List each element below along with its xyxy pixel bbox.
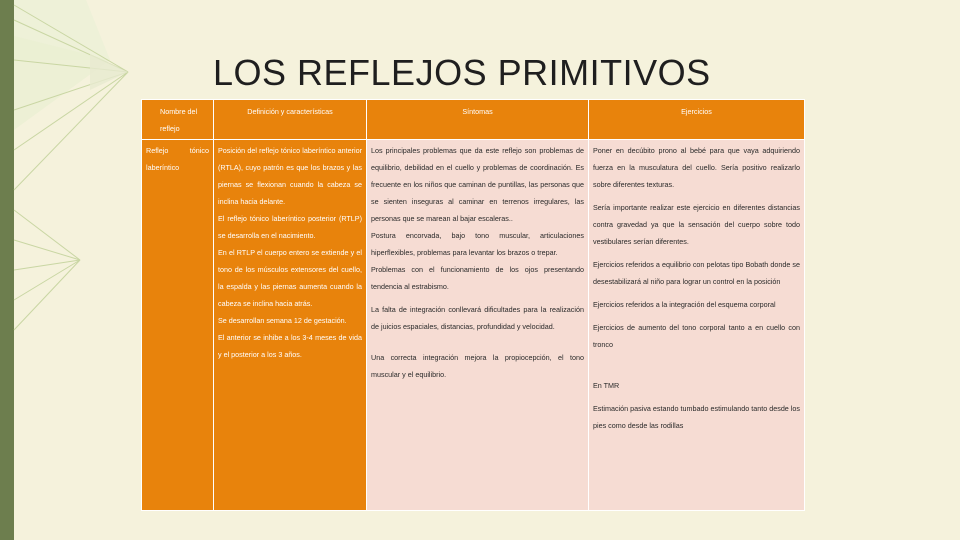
decorative-lines (0, 0, 140, 540)
definition-paragraph: Se desarrollan semana 12 de gestación. (218, 316, 347, 325)
symptom-paragraph: Una correcta integración mejora la propiocepción, el tono muscular y el equilibrio. (371, 353, 584, 379)
definition-paragraph: El reflejo tónico laberíntico posterior (RTLP) se desarrolla en el nacimiento. (218, 214, 362, 240)
symptom-paragraph: Los principales problemas que da este reflejo son problemas de equilibrio, debilidad en el cuello y problemas de coordinación. Es frecuente en los niños que caminan de puntillas, las personas que se sienten inseguras al caminar en terrenos irregulares, las personas que se marean al bajar escaleras.. (371, 146, 584, 223)
header-reflex-name: Nombre del reflejo (142, 100, 214, 140)
header-symptoms: Síntomas (367, 100, 589, 140)
header-definition: Definición y características (214, 100, 367, 140)
table-header-row (142, 100, 805, 140)
definition-paragraph: En el RTLP el cuerpo entero se extiende y el tono de los músculos extensores del cuello, la espalda y las piernas aumenta cuando la cabeza se inclina hacia atrás. (218, 248, 362, 308)
symptom-paragraph: Problemas con el funcionamiento de los ojos presentando tendencia al estrabismo. (371, 265, 584, 291)
exercise-paragraph: Sería importante realizar este ejercicio en diferentes distancias contra gravedad ya que la sensación del cuerpo sobre todo vestibulares serían diferentes. (593, 203, 800, 246)
exercise-paragraph: Poner en decúbito prono al bebé para que vaya adquiriendo fuerza en la musculatura del cuello. Sería positivo realizarlo sobre diferentes texturas. (593, 146, 800, 189)
definition-paragraph: El anterior se inhibe a los 3-4 meses de vida y el posterior a los 3 años. (218, 333, 362, 359)
symptom-paragraph: La falta de integración conllevará dificultades para la realización de juicios espaciales, distancias, profundidad y velocidad. (371, 305, 584, 331)
definition-paragraph: Posición del reflejo tónico laberíntico anterior (RTLA), cuyo patrón es que los brazos y las piernas se flexionan cuando la cabeza se inclina hacia delante. (218, 146, 362, 206)
exercise-paragraph: Ejercicios de aumento del tono corporal tanto a en cuello con tronco (593, 323, 800, 349)
cell-exercises (589, 140, 805, 511)
header-exercises: Ejercicios (589, 100, 805, 140)
reflex-name: Reflejo tónico laberíntico (146, 146, 209, 172)
cell-definition (214, 140, 367, 511)
cell-reflex-name (142, 140, 214, 511)
exercise-paragraph: Ejercicios referidos a la integración del esquema corporal (593, 300, 776, 309)
slide-title: LOS REFLEJOS PRIMITIVOS (213, 52, 711, 93)
exercise-paragraph: Estimación pasiva estando tumbado estimulando tanto desde los pies como desde las rodillas (593, 404, 800, 430)
reflexes-table (141, 99, 805, 511)
cell-symptoms (367, 140, 589, 511)
table-row (142, 140, 805, 511)
exercise-paragraph: Ejercicios referidos a equilibrio con pelotas tipo Bobath donde se desestabilizará al niño para lograr un control en la posición (593, 260, 800, 286)
exercise-paragraph: En TMR (593, 381, 620, 390)
symptom-paragraph: Postura encorvada, bajo tono muscular, articulaciones hiperflexibles, problemas para levantar los brazos o trepar. (371, 231, 584, 257)
